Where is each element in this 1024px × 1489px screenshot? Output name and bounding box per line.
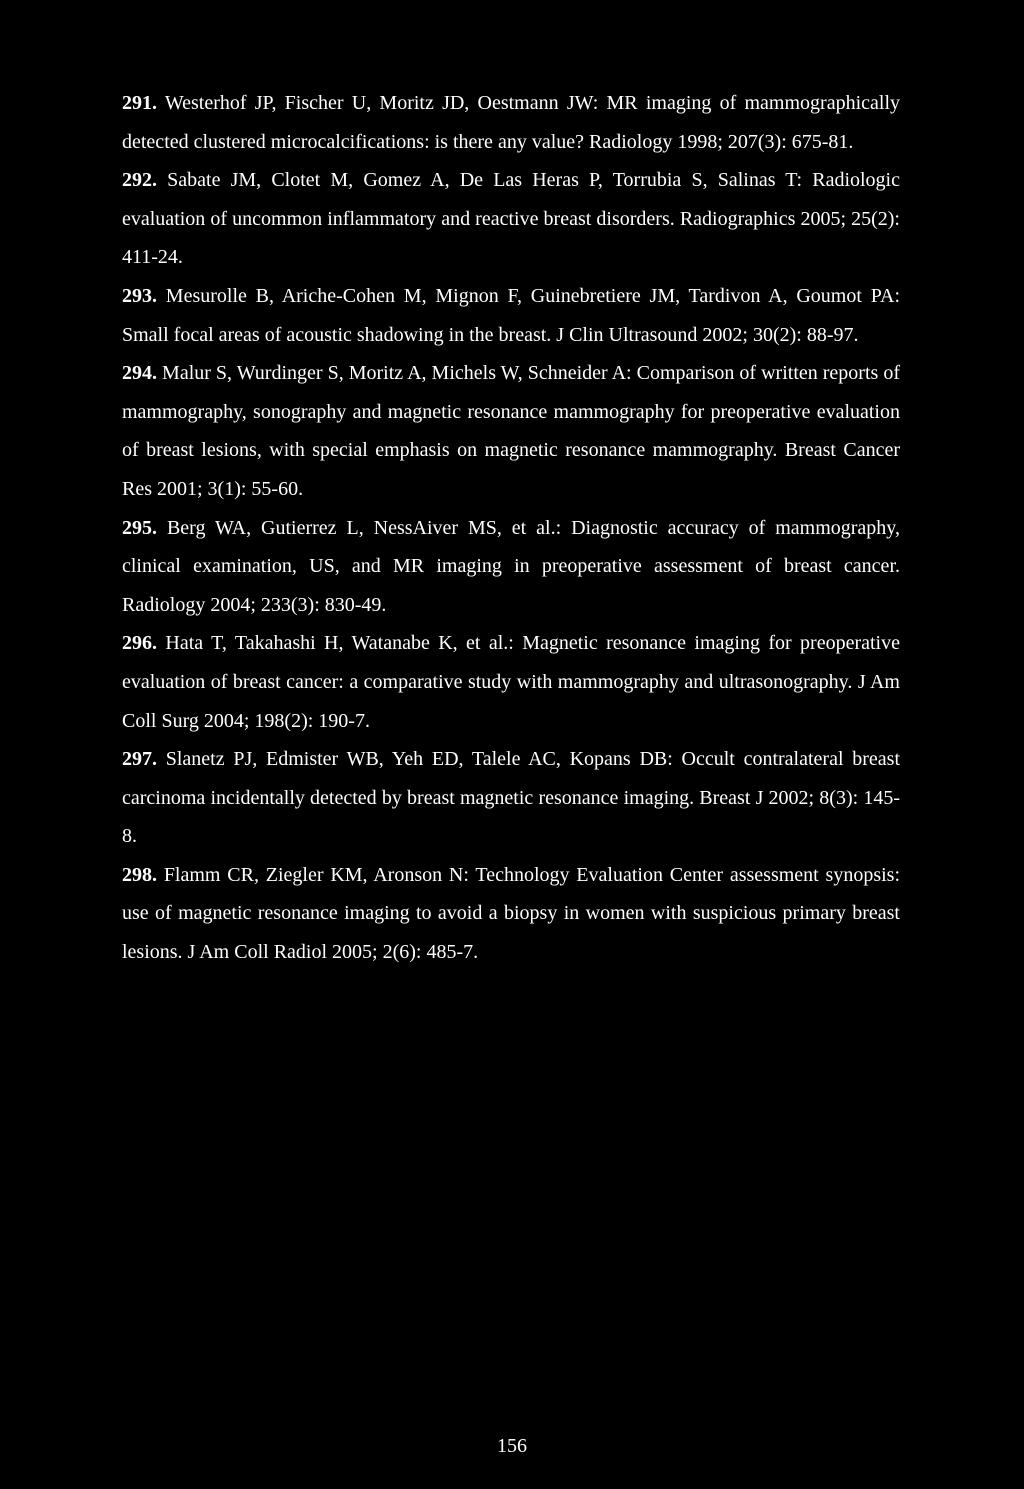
reference-number: 297. bbox=[122, 748, 157, 771]
page-number: 156 bbox=[497, 1435, 527, 1457]
reference-item-294 bbox=[122, 354, 900, 508]
reference-number: 296. bbox=[122, 632, 157, 655]
reference-item-292 bbox=[122, 161, 900, 277]
reference-text: Hata T, Takahashi H, Watanabe K, et al.: Magnetic resonance imaging for preoperative evaluation of breast cancer: a comparative study with mammography and ultrasonography. J Am Coll Surg 2004; 198(2): 190-7. bbox=[122, 632, 900, 732]
reference-number: 294. bbox=[122, 362, 157, 385]
reference-text: Mesurolle B, Ariche-Cohen M, Mignon F, Guinebretiere JM, Tardivon A, Goumot PA: Small focal areas of acoustic shadowing in the breast. J Clin Ultrasound 2002; 30(2): 88-97. bbox=[122, 284, 901, 346]
reference-text: Malur S, Wurdinger S, Moritz A, Michels W, Schneider A: Comparison of written reports of mammography, sonography and magnetic resonance mammography for preoperative evaluation of breast lesions, with special emphasis on magnetic resonance mammography. Breast Cancer Res 2001; 3(1): 55-60. bbox=[122, 362, 900, 500]
reference-number: 295. bbox=[122, 516, 157, 539]
reference-item-295 bbox=[122, 509, 900, 625]
reference-item-291 bbox=[122, 84, 900, 161]
reference-item-293 bbox=[122, 277, 900, 354]
reference-number: 293. bbox=[122, 284, 157, 307]
reference-item-298 bbox=[122, 856, 900, 972]
reference-text: Berg WA, Gutierrez L, NessAiver MS, et al.: Diagnostic accuracy of mammography, clinical examination, US, and MR imaging in preoperative assessment of breast cancer. Radiology 2004; 233(3): 830-49. bbox=[122, 516, 900, 616]
reference-text: Slanetz PJ, Edmister WB, Yeh ED, Talele AC, Kopans DB: Occult contralateral breast carcinoma incidentally detected by breast magnetic resonance imaging. Breast J 2002; 8(3): 145-8. bbox=[122, 748, 901, 848]
reference-text: Sabate JM, Clotet M, Gomez A, De Las Heras P, Torrubia S, Salinas T: Radiologic evaluation of uncommon inflammatory and reactive breast disorders. Radiographics 2005; 25(2): 411-24. bbox=[122, 169, 900, 269]
reference-item-296 bbox=[122, 624, 900, 740]
reference-number: 298. bbox=[122, 863, 157, 886]
reference-item-297 bbox=[122, 740, 900, 856]
reference-text: Westerhof JP, Fischer U, Moritz JD, Oestmann JW: MR imaging of mammographically detected clustered microcalcifications: is there any value? Radiology 1998; 207(3): 675-81. bbox=[122, 92, 901, 153]
reference-number: 292. bbox=[122, 169, 157, 192]
reference-number: 291. bbox=[122, 92, 157, 114]
reference-text: Flamm CR, Ziegler KM, Aronson N: Technology Evaluation Center assessment synopsis: use of magnetic resonance imaging to avoid a biopsy in women with suspicious primary breast lesions. J Am Coll Radiol 2005; 2(6): 485-7. bbox=[122, 863, 901, 964]
reference-list bbox=[122, 84, 900, 972]
